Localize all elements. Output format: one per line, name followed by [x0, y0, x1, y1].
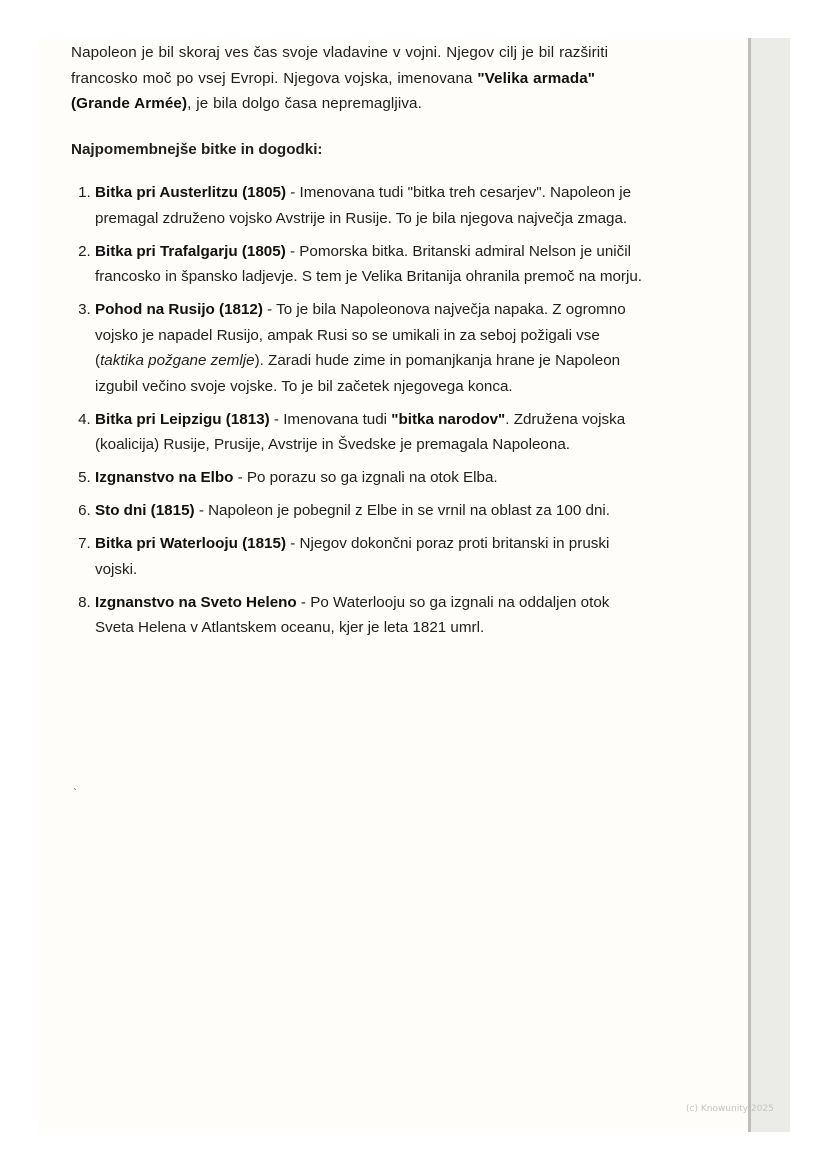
event-italic: taktika požgane zemlje	[100, 352, 255, 369]
list-item	[95, 407, 651, 458]
intro-bold-velika-armada: "Velika armada" (Grande Armée)	[71, 69, 596, 112]
intro-text-1: Napoleon je bil skoraj ves čas svoje vladavine v vojni. Njegov cilj je bil razširiti francosko moč po vsej Evropi. Njegova vojska, imenovana	[71, 44, 609, 87]
event-title: Pohod na Rusijo (1812)	[95, 301, 263, 318]
list-item	[95, 180, 651, 231]
event-text-after: . Združena vojska (koalicija) Rusije, Prusije, Avstrije in Švedske je premagala Napoleona.	[95, 410, 626, 453]
document-page	[38, 38, 790, 1132]
event-text: - Po Waterlooju so ga izgnali na oddaljen otok Sveta Helena v Atlantskem oceanu, kjer je leta 1821 umrl.	[95, 593, 610, 636]
event-text-after: ). Zaradi hude zime in pomanjkanja hrane je Napoleon izgubil večino svoje vojske. To je bil začetek njegovega konca.	[95, 352, 621, 395]
list-item	[95, 590, 651, 641]
document-content	[71, 38, 651, 648]
list-item	[95, 297, 651, 399]
event-text-before: - Imenovana tudi	[269, 410, 392, 428]
list-item	[95, 465, 651, 491]
list-item	[95, 531, 651, 582]
scrollbar-track[interactable]	[748, 38, 790, 1132]
intro-paragraph	[71, 40, 651, 117]
event-text: - Po porazu so ga izgnali na otok Elba.	[233, 469, 498, 486]
event-text-before: - To je bila Napoleonova največja napaka. Z ogromno vojsko je napadel Rusijo, ampak Rusi so se umikali in za seboj požigali vse (	[95, 301, 626, 369]
copyright-footer: (c) Knowunity 2025	[686, 1104, 774, 1114]
list-item	[95, 239, 651, 290]
section-heading: Najpomembnejše bitke in dogodki:	[71, 140, 323, 158]
event-text: - Napoleon je pobegnil z Elbe in se vrnil na oblast za 100 dni.	[194, 502, 610, 519]
event-title: Bitka pri Austerlitzu (1805)	[95, 184, 287, 201]
event-text: - Pomorska bitka. Britanski admiral Nelson je uničil francosko in špansko ladjevje. S tem je Velika Britanija ohranila premoč na morju.	[95, 242, 643, 285]
intro-text-2: , je bila dolgo časa nepremagljiva.	[187, 95, 422, 112]
event-title: Bitka pri Waterlooju (1815)	[95, 535, 287, 552]
events-list	[71, 180, 651, 641]
list-item	[95, 498, 651, 524]
stray-backtick-mark: `	[73, 786, 77, 800]
event-title: Izgnanstvo na Elbo	[95, 469, 234, 486]
event-text: - Imenovana tudi "bitka treh cesarjev". Napoleon je premagal združeno vojsko Avstrije in Rusije. To je bila njegova največja zmaga.	[95, 184, 632, 227]
event-text: - Njegov dokončni poraz proti britanski in pruski vojski.	[95, 535, 610, 578]
event-title: Bitka pri Leipzigu (1813)	[95, 410, 270, 428]
event-title: Bitka pri Trafalgarju (1805)	[95, 242, 286, 260]
event-title: Sto dni (1815)	[95, 502, 195, 519]
event-title: Izgnanstvo na Sveto Heleno	[95, 593, 297, 611]
event-bold: "bitka narodov"	[391, 410, 506, 428]
